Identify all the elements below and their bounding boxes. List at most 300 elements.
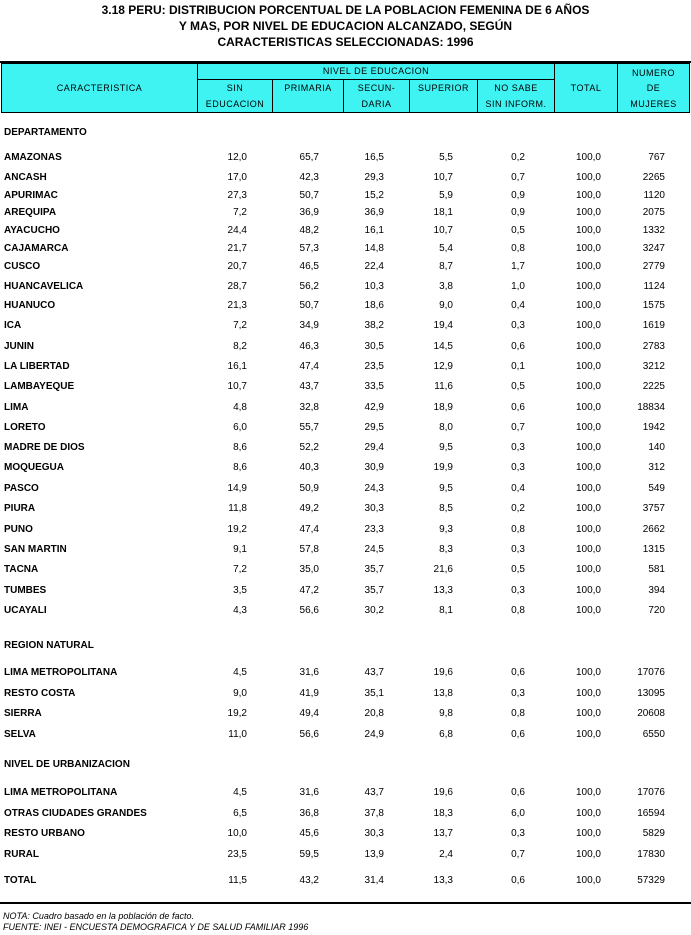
cell-primaria: 59,5	[299, 849, 319, 860]
cell-no-sabe: 0,3	[511, 462, 525, 473]
table-row	[0, 563, 691, 577]
cell-numero-mujeres: 2662	[642, 524, 665, 535]
cell-numero-mujeres: 2225	[642, 381, 665, 392]
row-label: TOTAL	[4, 875, 37, 886]
table-title	[0, 2, 691, 50]
cell-sin-educacion: 3,5	[233, 585, 247, 596]
row-label: AREQUIPA	[4, 207, 57, 218]
row-label: MADRE DE DIOS	[4, 442, 85, 453]
cell-primaria: 36,8	[299, 808, 319, 819]
row-label: SAN MARTIN	[4, 544, 67, 555]
section-region-natural: REGION NATURAL	[4, 640, 94, 651]
cell-secundaria: 20,8	[364, 708, 384, 719]
cell-total: 100,0	[575, 243, 601, 254]
source-text: FUENTE: INEI - ENCUESTA DEMOGRAFICA Y DE SALUD FAMILIAR 1996	[3, 922, 309, 932]
cell-no-sabe: 0,6	[511, 341, 525, 352]
row-label: LIMA	[4, 402, 29, 413]
cell-numero-mujeres: 1575	[642, 300, 665, 311]
cell-secundaria: 14,8	[364, 243, 384, 254]
row-label: CAJAMARCA	[4, 243, 69, 254]
cell-total: 100,0	[575, 207, 601, 218]
cell-total: 100,0	[575, 462, 601, 473]
cell-numero-mujeres: 2783	[642, 341, 665, 352]
cell-no-sabe: 0,1	[511, 361, 525, 372]
table-row	[0, 224, 691, 238]
cell-sin-educacion: 12,0	[227, 152, 247, 163]
cell-superior: 3,8	[439, 281, 453, 292]
header-caracteristica-cell	[1, 63, 198, 113]
cell-secundaria: 43,7	[364, 787, 384, 798]
cell-numero-mujeres: 17830	[637, 849, 665, 860]
cell-superior: 13,7	[433, 828, 453, 839]
row-label: PIURA	[4, 503, 36, 514]
cell-primaria: 36,9	[299, 207, 319, 218]
cell-superior: 8,0	[439, 422, 453, 433]
table-row	[0, 482, 691, 496]
cell-primaria: 42,3	[299, 172, 319, 183]
cell-superior: 12,9	[433, 361, 453, 372]
cell-primaria: 31,6	[299, 667, 319, 678]
cell-primaria: 55,7	[299, 422, 319, 433]
cell-sin-educacion: 10,7	[227, 381, 247, 392]
cell-secundaria: 35,7	[364, 564, 384, 575]
table-row	[0, 461, 691, 475]
cell-numero-mujeres: 17076	[637, 667, 665, 678]
cell-sin-educacion: 19,2	[227, 708, 247, 719]
cell-total: 100,0	[575, 300, 601, 311]
cell-total: 100,0	[575, 503, 601, 514]
cell-superior: 13,3	[433, 875, 453, 886]
header-caracteristica: CARACTERISTICA	[56, 83, 143, 93]
cell-no-sabe: 0,3	[511, 442, 525, 453]
cell-numero-mujeres: 17076	[637, 787, 665, 798]
cell-primaria: 32,8	[299, 402, 319, 413]
cell-sin-educacion: 8,6	[233, 462, 247, 473]
cell-total: 100,0	[575, 261, 601, 272]
cell-total: 100,0	[575, 320, 601, 331]
cell-secundaria: 37,8	[364, 808, 384, 819]
cell-secundaria: 18,6	[364, 300, 384, 311]
table-row	[0, 421, 691, 435]
row-label: AYACUCHO	[4, 225, 60, 236]
cell-no-sabe: 0,3	[511, 688, 525, 699]
cell-numero-mujeres: 6550	[642, 729, 665, 740]
cell-sin-educacion: 11,8	[228, 503, 247, 514]
header-secundaria-cell	[343, 79, 410, 113]
cell-secundaria: 22,4	[364, 261, 384, 272]
row-label: LIMA METROPOLITANA	[4, 787, 118, 798]
cell-numero-mujeres: 3247	[642, 243, 665, 254]
cell-total: 100,0	[575, 708, 601, 719]
cell-numero-mujeres: 1332	[642, 225, 665, 236]
cell-superior: 19,4	[433, 320, 453, 331]
cell-total: 100,0	[575, 281, 601, 292]
row-label: PUNO	[4, 524, 33, 535]
cell-primaria: 43,7	[299, 381, 319, 392]
cell-primaria: 47,4	[299, 524, 319, 535]
header-superior: SUPERIOR	[417, 83, 469, 93]
cell-superior: 13,3	[433, 585, 453, 596]
table-row	[0, 242, 691, 256]
cell-numero-mujeres: 140	[648, 442, 665, 453]
cell-secundaria: 23,5	[364, 361, 384, 372]
cell-secundaria: 42,9	[364, 402, 384, 413]
row-label: SELVA	[4, 729, 36, 740]
cell-primaria: 35,0	[299, 564, 319, 575]
cell-sin-educacion: 10,0	[227, 828, 247, 839]
cell-superior: 10,7	[433, 172, 453, 183]
cell-no-sabe: 0,4	[511, 483, 525, 494]
table-row	[0, 786, 691, 800]
cell-sin-educacion: 21,3	[227, 300, 247, 311]
cell-superior: 8,7	[439, 261, 453, 272]
cell-sin-educacion: 11,5	[228, 875, 247, 886]
row-label: SIERRA	[4, 708, 42, 719]
title-line-2: Y MAS, POR NIVEL DE EDUCACION ALCANZADO, SEGÚN	[178, 19, 513, 33]
header-numero-1: NUMERO	[632, 68, 675, 78]
cell-total: 100,0	[575, 808, 601, 819]
cell-superior: 18,1	[433, 207, 453, 218]
cell-primaria: 48,2	[299, 225, 319, 236]
cell-total: 100,0	[575, 524, 601, 535]
cell-secundaria: 29,3	[364, 172, 384, 183]
cell-primaria: 43,2	[299, 875, 319, 886]
row-label: UCAYALI	[4, 605, 47, 616]
cell-no-sabe: 0,6	[511, 787, 525, 798]
cell-superior: 9,5	[439, 442, 453, 453]
cell-total: 100,0	[575, 585, 601, 596]
header-primaria-cell	[272, 79, 344, 113]
cell-primaria: 56,2	[299, 281, 319, 292]
cell-secundaria: 31,4	[364, 875, 384, 886]
cell-superior: 9,0	[439, 300, 453, 311]
table-row	[0, 360, 691, 374]
table-row	[0, 666, 691, 680]
table-row	[0, 189, 691, 203]
cell-total: 100,0	[575, 190, 601, 201]
cell-sin-educacion: 6,5	[233, 808, 247, 819]
cell-sin-educacion: 4,5	[233, 787, 247, 798]
cell-numero-mujeres: 16594	[637, 808, 665, 819]
cell-primaria: 47,4	[299, 361, 319, 372]
cell-no-sabe: 0,6	[511, 875, 525, 886]
cell-secundaria: 30,3	[364, 828, 384, 839]
cell-primaria: 50,7	[299, 300, 319, 311]
cell-total: 100,0	[575, 225, 601, 236]
cell-superior: 18,9	[433, 402, 453, 413]
cell-no-sabe: 0,4	[511, 300, 525, 311]
cell-no-sabe: 0,8	[511, 524, 525, 535]
title-line-3: CARACTERISTICAS SELECCIONADAS: 1996	[217, 35, 474, 49]
cell-numero-mujeres: 720	[648, 605, 665, 616]
cell-superior: 19,6	[433, 667, 453, 678]
cell-total: 100,0	[575, 544, 601, 555]
cell-secundaria: 24,3	[364, 483, 384, 494]
cell-sin-educacion: 24,4	[227, 225, 247, 236]
table-row	[0, 401, 691, 415]
cell-superior: 6,8	[439, 729, 453, 740]
cell-superior: 21,6	[433, 564, 453, 575]
section-nivel-urbanizacion: NIVEL DE URBANIZACION	[4, 759, 130, 770]
cell-total: 100,0	[575, 422, 601, 433]
header-total-cell	[554, 63, 618, 113]
cell-sin-educacion: 23,5	[227, 849, 247, 860]
cell-total: 100,0	[575, 483, 601, 494]
cell-secundaria: 35,7	[364, 585, 384, 596]
row-label: ANCASH	[4, 172, 47, 183]
table-row	[0, 874, 691, 888]
header-sin-1: SIN	[226, 83, 244, 93]
cell-no-sabe: 0,2	[511, 503, 525, 514]
cell-sin-educacion: 19,2	[227, 524, 247, 535]
cell-total: 100,0	[575, 152, 601, 163]
header-numero-3: MUJERES	[630, 99, 677, 109]
cell-sin-educacion: 8,2	[233, 341, 247, 352]
cell-sin-educacion: 17,0	[227, 172, 247, 183]
cell-superior: 13,8	[433, 688, 453, 699]
cell-secundaria: 13,9	[364, 849, 384, 860]
cell-secundaria: 30,2	[364, 605, 384, 616]
table-row	[0, 728, 691, 742]
row-label: RURAL	[4, 849, 39, 860]
cell-primaria: 56,6	[299, 605, 319, 616]
cell-no-sabe: 1,7	[511, 261, 525, 272]
cell-primaria: 52,2	[299, 442, 319, 453]
cell-primaria: 47,2	[299, 585, 319, 596]
cell-secundaria: 35,1	[364, 688, 384, 699]
header-nosabe-1: NO SABE	[494, 83, 538, 93]
cell-primaria: 31,6	[299, 787, 319, 798]
cell-superior: 5,9	[439, 190, 453, 201]
table-row	[0, 827, 691, 841]
cell-superior: 19,9	[433, 462, 453, 473]
header-nosabe-2: SIN INFORM.	[485, 99, 547, 109]
table-row	[0, 171, 691, 185]
cell-numero-mujeres: 2779	[642, 261, 665, 272]
table-row	[0, 319, 691, 333]
cell-primaria: 41,9	[299, 688, 319, 699]
cell-sin-educacion: 6,0	[233, 422, 247, 433]
cell-secundaria: 38,2	[364, 320, 384, 331]
cell-no-sabe: 0,9	[511, 190, 525, 201]
row-label: AMAZONAS	[4, 152, 62, 163]
cell-sin-educacion: 14,9	[227, 483, 247, 494]
bottom-rule	[0, 902, 691, 904]
cell-primaria: 49,4	[299, 708, 319, 719]
cell-total: 100,0	[575, 828, 601, 839]
row-label: LAMBAYEQUE	[4, 381, 75, 392]
cell-no-sabe: 0,8	[511, 708, 525, 719]
cell-sin-educacion: 11,0	[228, 729, 247, 740]
cell-sin-educacion: 4,5	[233, 667, 247, 678]
cell-no-sabe: 0,7	[511, 422, 525, 433]
cell-numero-mujeres: 18834	[637, 402, 665, 413]
table-row	[0, 151, 691, 165]
cell-total: 100,0	[575, 605, 601, 616]
cell-primaria: 45,6	[299, 828, 319, 839]
cell-primaria: 46,5	[299, 261, 319, 272]
cell-no-sabe: 0,5	[511, 225, 525, 236]
row-label: JUNIN	[4, 341, 35, 352]
cell-total: 100,0	[575, 849, 601, 860]
cell-sin-educacion: 7,2	[233, 207, 247, 218]
cell-sin-educacion: 28,7	[227, 281, 247, 292]
cell-total: 100,0	[575, 172, 601, 183]
cell-sin-educacion: 4,8	[233, 402, 247, 413]
cell-secundaria: 33,5	[364, 381, 384, 392]
cell-no-sabe: 0,3	[511, 828, 525, 839]
cell-numero-mujeres: 20608	[637, 708, 665, 719]
row-label: LIMA METROPOLITANA	[4, 667, 118, 678]
row-label: TUMBES	[4, 585, 47, 596]
table-row	[0, 848, 691, 862]
cell-secundaria: 24,9	[364, 729, 384, 740]
header-secundaria-1: SECUN-	[357, 83, 396, 93]
cell-no-sabe: 0,6	[511, 667, 525, 678]
cell-no-sabe: 1,0	[511, 281, 525, 292]
row-label: RESTO COSTA	[4, 688, 76, 699]
header-sin-2: EDUCACION	[205, 99, 265, 109]
cell-total: 100,0	[575, 667, 601, 678]
cell-total: 100,0	[575, 442, 601, 453]
cell-no-sabe: 0,3	[511, 320, 525, 331]
cell-primaria: 50,9	[299, 483, 319, 494]
cell-secundaria: 36,9	[364, 207, 384, 218]
header-nivel: NIVEL DE EDUCACION	[322, 66, 430, 76]
table-row	[0, 206, 691, 220]
row-label: RESTO URBANO	[4, 828, 85, 839]
table-row	[0, 502, 691, 516]
cell-no-sabe: 0,3	[511, 544, 525, 555]
row-label: LORETO	[4, 422, 46, 433]
cell-numero-mujeres: 1120	[643, 190, 665, 201]
cell-primaria: 56,6	[299, 729, 319, 740]
cell-superior: 9,5	[439, 483, 453, 494]
row-label: CUSCO	[4, 261, 41, 272]
table-row	[0, 299, 691, 313]
row-label: MOQUEGUA	[4, 462, 64, 473]
cell-superior: 8,5	[439, 503, 453, 514]
row-label: LA LIBERTAD	[4, 361, 70, 372]
cell-superior: 11,6	[434, 381, 453, 392]
row-label: OTRAS CIUDADES GRANDES	[4, 808, 147, 819]
cell-superior: 19,6	[433, 787, 453, 798]
header-sin-cell	[197, 79, 273, 113]
cell-total: 100,0	[575, 564, 601, 575]
cell-primaria: 46,3	[299, 341, 319, 352]
cell-numero-mujeres: 1315	[642, 544, 665, 555]
cell-primaria: 40,3	[299, 462, 319, 473]
cell-no-sabe: 0,8	[511, 243, 525, 254]
cell-numero-mujeres: 3757	[642, 503, 665, 514]
cell-numero-mujeres: 3212	[642, 361, 665, 372]
cell-secundaria: 16,5	[364, 152, 384, 163]
header-numero-2: DE	[646, 83, 661, 93]
cell-total: 100,0	[575, 341, 601, 352]
cell-numero-mujeres: 1942	[642, 422, 665, 433]
cell-sin-educacion: 7,2	[233, 320, 247, 331]
cell-total: 100,0	[575, 402, 601, 413]
cell-no-sabe: 0,6	[511, 729, 525, 740]
cell-secundaria: 43,7	[364, 667, 384, 678]
cell-sin-educacion: 4,3	[233, 605, 247, 616]
cell-no-sabe: 0,3	[511, 585, 525, 596]
cell-total: 100,0	[575, 875, 601, 886]
cell-secundaria: 29,5	[364, 422, 384, 433]
cell-total: 100,0	[575, 381, 601, 392]
cell-total: 100,0	[575, 787, 601, 798]
note-text: NOTA: Cuadro basado en la población de facto.	[3, 911, 194, 921]
cell-primaria: 65,7	[299, 152, 319, 163]
cell-total: 100,0	[575, 361, 601, 372]
cell-numero-mujeres: 5829	[642, 828, 665, 839]
table-row	[0, 260, 691, 274]
header-nivel-cell	[197, 63, 555, 80]
cell-primaria: 49,2	[299, 503, 319, 514]
cell-secundaria: 10,3	[364, 281, 384, 292]
cell-superior: 5,5	[439, 152, 453, 163]
title-line-1: 3.18 PERU: DISTRIBUCION PORCENTUAL DE LA POBLACION FEMENINA DE 6 AÑOS	[101, 3, 590, 17]
cell-total: 100,0	[575, 688, 601, 699]
cell-primaria: 34,9	[299, 320, 319, 331]
cell-superior: 18,3	[433, 808, 453, 819]
table-row	[0, 380, 691, 394]
table-row	[0, 340, 691, 354]
cell-numero-mujeres: 549	[648, 483, 665, 494]
cell-no-sabe: 0,8	[511, 605, 525, 616]
table-row	[0, 584, 691, 598]
row-label: HUANUCO	[4, 300, 56, 311]
cell-numero-mujeres: 394	[648, 585, 665, 596]
cell-numero-mujeres: 1619	[642, 320, 665, 331]
cell-secundaria: 30,9	[364, 462, 384, 473]
cell-primaria: 50,7	[299, 190, 319, 201]
header-superior-cell	[409, 79, 478, 113]
table-row	[0, 807, 691, 821]
cell-sin-educacion: 20,7	[227, 261, 247, 272]
cell-superior: 9,3	[439, 524, 453, 535]
cell-secundaria: 23,3	[364, 524, 384, 535]
cell-numero-mujeres: 767	[648, 152, 665, 163]
cell-sin-educacion: 7,2	[233, 564, 247, 575]
row-label: ICA	[4, 320, 22, 331]
cell-sin-educacion: 21,7	[227, 243, 247, 254]
cell-sin-educacion: 9,1	[233, 544, 247, 555]
cell-secundaria: 24,5	[364, 544, 384, 555]
cell-superior: 9,8	[439, 708, 453, 719]
cell-numero-mujeres: 13095	[637, 688, 665, 699]
cell-superior: 2,4	[439, 849, 453, 860]
cell-no-sabe: 0,9	[511, 207, 525, 218]
table-row	[0, 543, 691, 557]
cell-sin-educacion: 9,0	[233, 688, 247, 699]
cell-no-sabe: 6,0	[511, 808, 525, 819]
cell-numero-mujeres: 57329	[637, 875, 665, 886]
cell-superior: 14,5	[433, 341, 453, 352]
cell-no-sabe: 0,7	[511, 172, 525, 183]
cell-total: 100,0	[575, 729, 601, 740]
cell-no-sabe: 0,2	[511, 152, 525, 163]
header-nosabe-cell	[477, 79, 555, 113]
cell-superior: 10,7	[433, 225, 453, 236]
table-row	[0, 523, 691, 537]
cell-superior: 5,4	[439, 243, 453, 254]
cell-superior: 8,1	[439, 605, 453, 616]
table-row	[0, 687, 691, 701]
table-row	[0, 604, 691, 618]
cell-secundaria: 15,2	[364, 190, 384, 201]
cell-secundaria: 29,4	[364, 442, 384, 453]
